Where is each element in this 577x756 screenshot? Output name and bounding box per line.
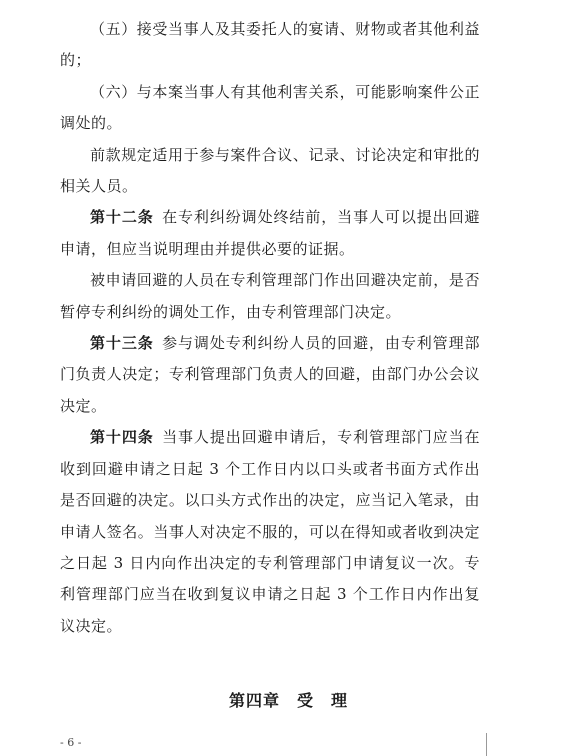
article-number: 第十二条	[90, 208, 154, 227]
paragraph-item-5	[60, 14, 480, 77]
paragraph-item-6	[60, 77, 480, 140]
page-number: - 6 -	[60, 736, 82, 749]
article-12	[60, 202, 480, 265]
paragraph-text: 前款规定适用于参与案件合议、记录、讨论决定和审批的相关人员。	[60, 145, 480, 196]
paragraph-text: （五）接受当事人及其委托人的宴请、财物或者其他利益的；	[60, 20, 480, 70]
body-text	[60, 14, 480, 642]
paragraph-suspension	[60, 265, 480, 328]
article-14	[60, 422, 480, 642]
paragraph-text: 被申请回避的人员在专利管理部门作出回避决定前，是否暂停专利纠纷的调处工作，由专利管理部门决定。	[60, 271, 480, 321]
paragraph-text: 参与调处专利纠纷人员的回避，由专利管理部门负责人决定；专利管理部门负责人的回避，由部门办公会议决定。	[60, 334, 480, 415]
article-number: 第十四条	[90, 428, 154, 447]
margin-divider	[486, 733, 487, 756]
chapter-heading: 第四章 受 理	[228, 691, 348, 710]
paragraph-scope	[60, 140, 480, 203]
paragraph-text: 当事人提出回避申请后，专利管理部门应当在收到回避申请之日起 3 个工作日内以口头或者书面方式作出是否回避的决定。以口头方式作出的决定，应当记入笔录，由申请人签名。当事人对决定不服的，可以在得知或者收到决定之日起 3 日内向作出决定的专利管理部门申请复议一次。专利管理部门应当在收到复议申请之日起 3 个工作日内作出复议决定。	[60, 428, 480, 635]
paragraph-text: （六）与本案当事人有其他利害关系，可能影响案件公正调处的。	[60, 82, 480, 133]
article-number: 第十三条	[90, 334, 154, 353]
article-13	[60, 328, 480, 422]
paragraph-text: 在专利纠纷调处终结前，当事人可以提出回避申请，但应当说明理由并提供必要的证据。	[60, 208, 480, 258]
